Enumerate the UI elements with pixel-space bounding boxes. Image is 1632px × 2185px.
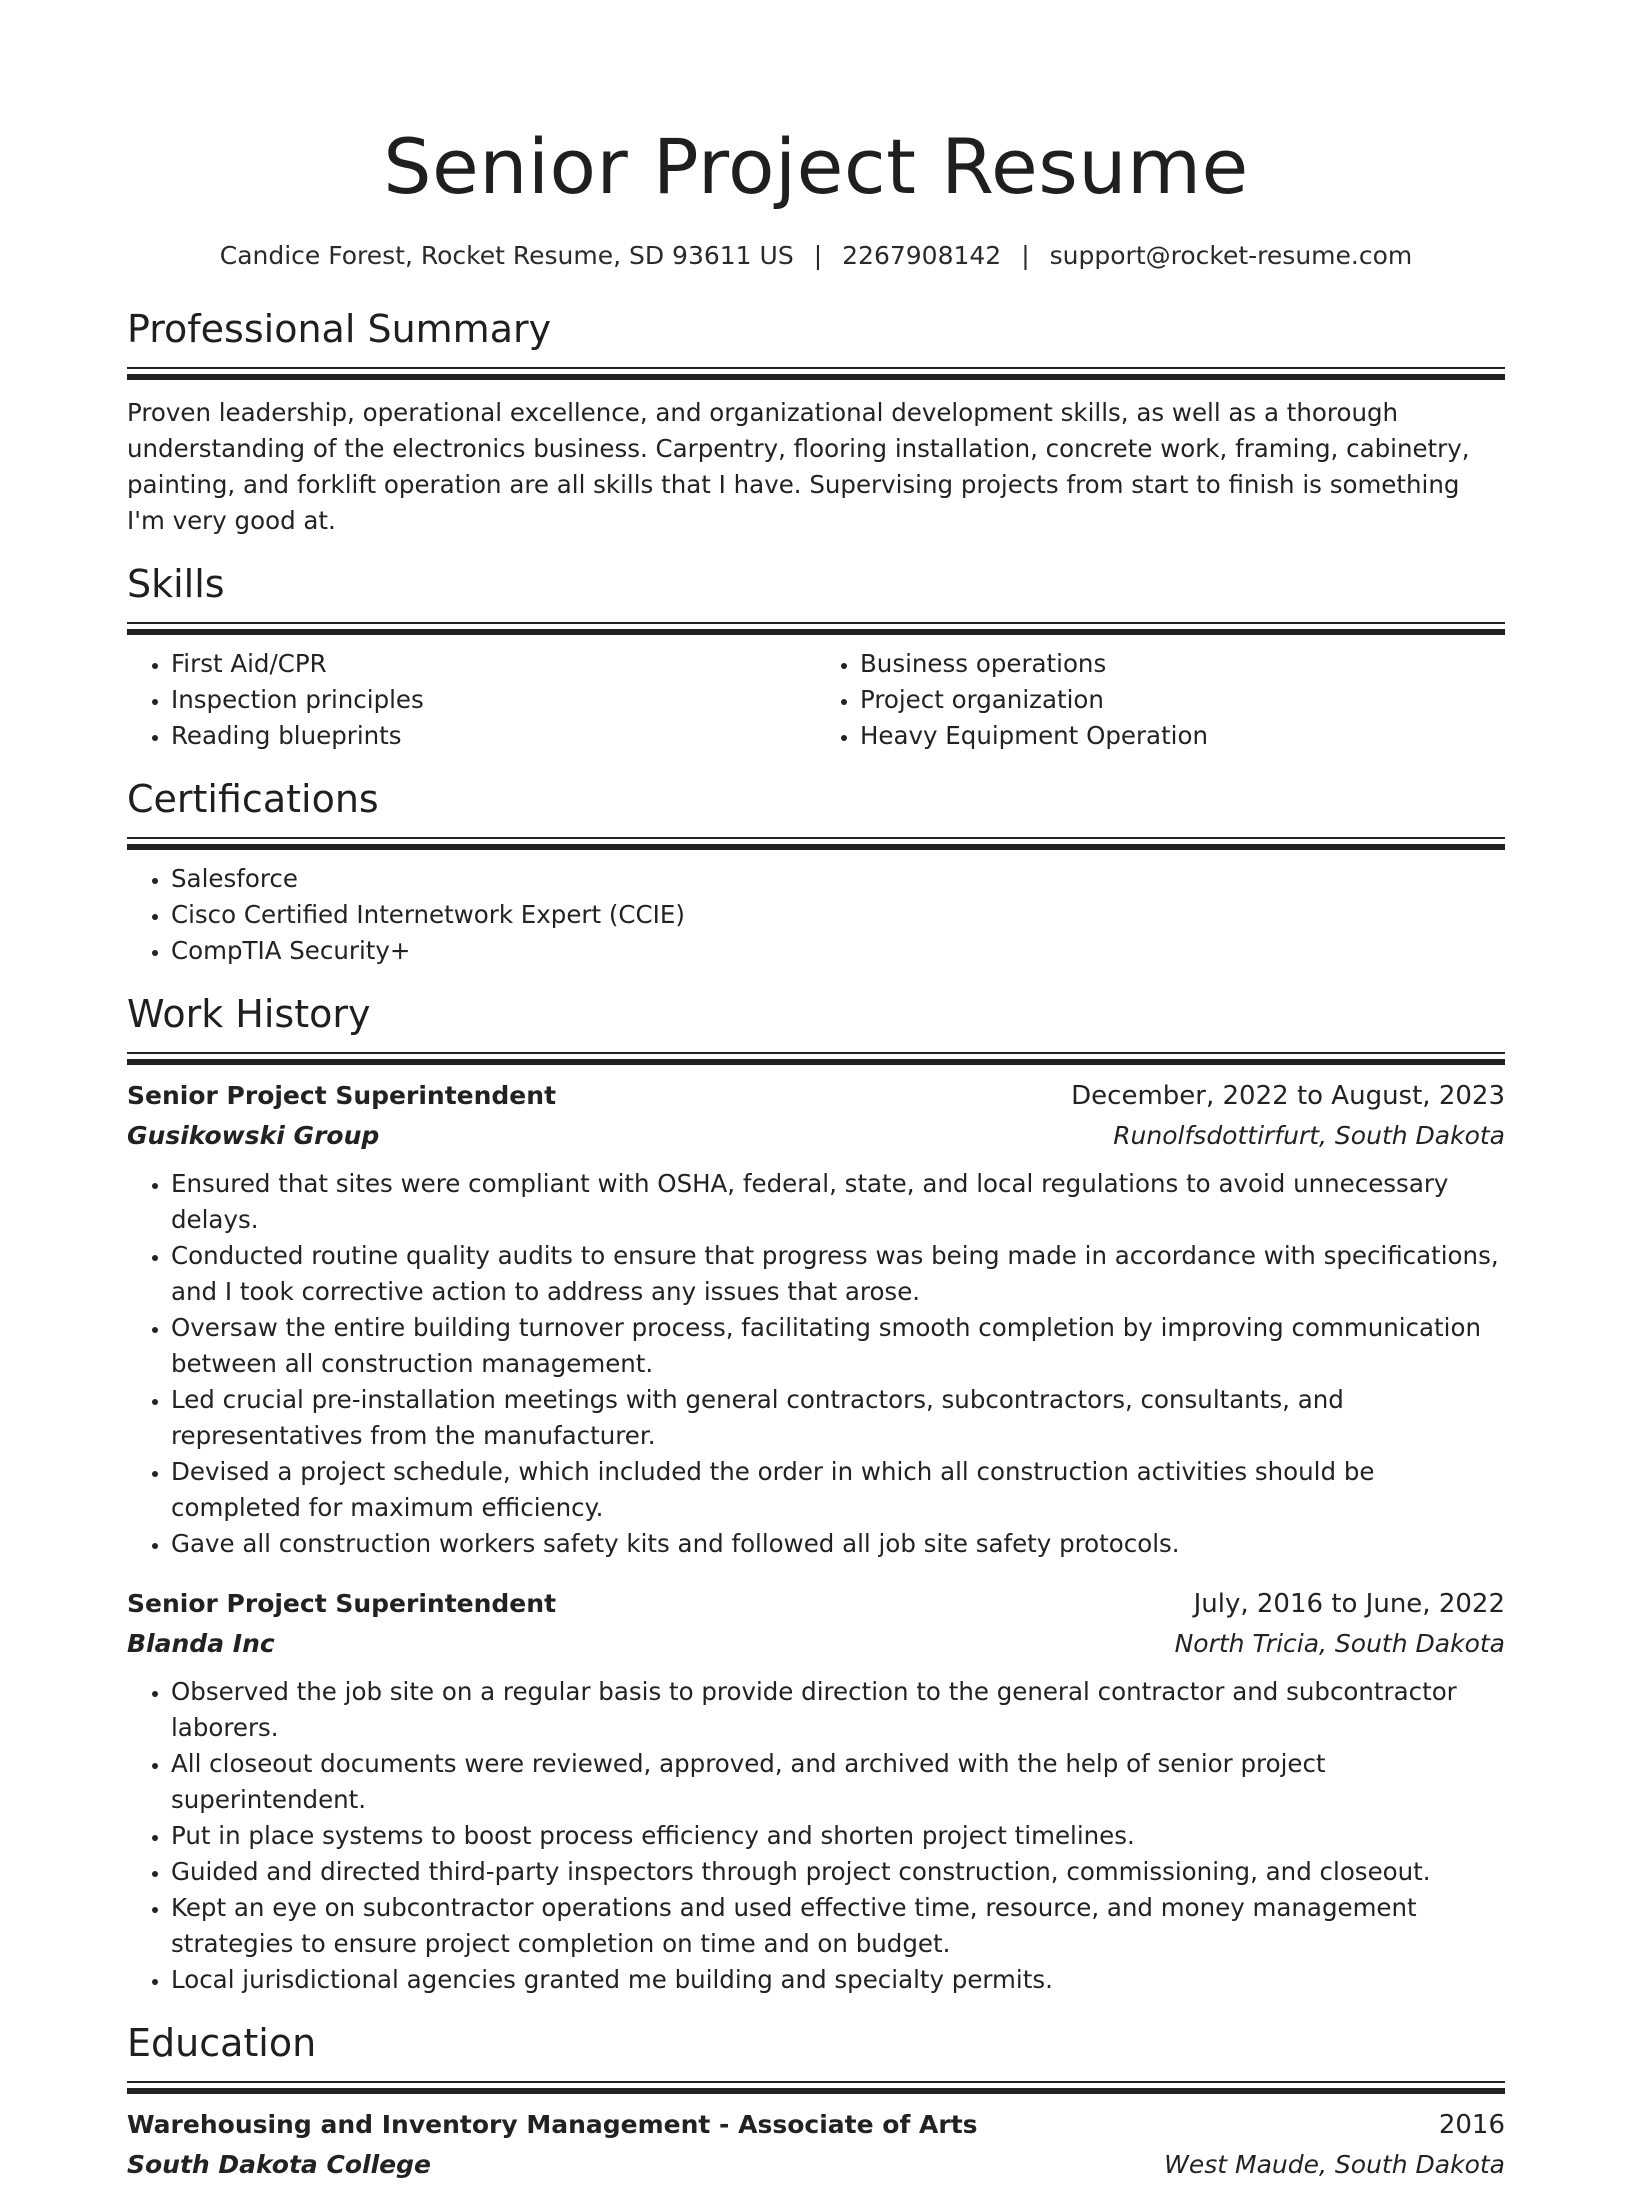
skills-list-left bbox=[127, 646, 816, 754]
education-degree: Warehousing and Inventory Management - Associate of Arts bbox=[127, 2110, 978, 2139]
skill-item: • Business operations bbox=[860, 646, 1505, 682]
job-bullet: • Devised a project schedule, which included the order in which all construction activities should be completed for maximum efficiency. bbox=[171, 1454, 1505, 1526]
skill-item: • Heavy Equipment Operation bbox=[860, 718, 1505, 754]
section-divider bbox=[127, 837, 1505, 849]
certifications-list bbox=[127, 861, 1505, 969]
section-divider bbox=[127, 367, 1505, 379]
job-bullet: • Guided and directed third-party inspectors through project construction, commissioning, and closeout. bbox=[171, 1854, 1505, 1890]
education-location: West Maude, South Dakota bbox=[1164, 2150, 1505, 2179]
contact-address: Candice Forest, Rocket Resume, SD 93611 US bbox=[219, 241, 794, 270]
skill-item: • Inspection principles bbox=[171, 682, 816, 718]
job-location: North Tricia, South Dakota bbox=[1174, 1629, 1505, 1658]
job-bullet: • All closeout documents were reviewed, approved, and archived with the help of senior project superintendent. bbox=[171, 1746, 1505, 1818]
skill-item: • Reading blueprints bbox=[171, 718, 816, 754]
section-heading-work-history: Work History bbox=[127, 992, 371, 1036]
job-bullet: • Led crucial pre-installation meetings with general contractors, subcontractors, consultants, and representatives from the manufacturer. bbox=[171, 1382, 1505, 1454]
section-heading-certifications: Certifications bbox=[127, 777, 379, 821]
section-divider bbox=[127, 2081, 1505, 2093]
education-section bbox=[127, 2020, 1505, 2185]
certification-item: • Salesforce bbox=[171, 861, 1505, 897]
contact-phone: 2267908142 bbox=[842, 241, 1002, 270]
job-bullet: • Kept an eye on subcontractor operations and used effective time, resource, and money management strategies to ensure project completion on time and on budget. bbox=[171, 1890, 1505, 1962]
contact-line bbox=[127, 240, 1505, 272]
job-company: Blanda Inc bbox=[127, 1629, 275, 1658]
job-dates: July, 2016 to June, 2022 bbox=[1193, 1589, 1505, 1619]
job-dates: December, 2022 to August, 2023 bbox=[1071, 1081, 1505, 1111]
job-title: Senior Project Superintendent bbox=[127, 1081, 557, 1110]
job-location: Runolfsdottirfurt, South Dakota bbox=[1113, 1121, 1505, 1150]
resume-title: Senior Project Resume bbox=[383, 122, 1249, 211]
summary-section bbox=[127, 306, 1505, 539]
job-entry bbox=[127, 1076, 1505, 1562]
job-entry bbox=[127, 1584, 1505, 1998]
education-school: South Dakota College bbox=[127, 2150, 431, 2179]
job-bullets bbox=[127, 1674, 1505, 1998]
education-year: 2016 bbox=[1438, 2110, 1505, 2140]
education-entry bbox=[127, 2105, 1505, 2185]
job-bullets bbox=[127, 1166, 1505, 1562]
job-bullet: • Gave all construction workers safety kits and followed all job site safety protocols. bbox=[171, 1526, 1505, 1562]
job-bullet: • Observed the job site on a regular basis to provide direction to the general contractor and subcontractor laborers. bbox=[171, 1674, 1505, 1746]
job-bullet: • Ensured that sites were compliant with OSHA, federal, state, and local regulations to avoid unnecessary delays. bbox=[171, 1166, 1505, 1238]
skill-item: • First Aid/CPR bbox=[171, 646, 816, 682]
section-heading-summary: Professional Summary bbox=[127, 307, 552, 351]
contact-email: support@rocket-resume.com bbox=[1049, 241, 1413, 270]
section-divider bbox=[127, 1052, 1505, 1064]
job-bullet: • Put in place systems to boost process efficiency and shorten project timelines. bbox=[171, 1818, 1505, 1854]
job-company: Gusikowski Group bbox=[127, 1121, 380, 1150]
skill-item: • Project organization bbox=[860, 682, 1505, 718]
skills-columns bbox=[127, 646, 1505, 754]
contact-separator: | bbox=[1021, 241, 1030, 270]
certification-item: • CompTIA Security+ bbox=[171, 933, 1505, 969]
job-bullet: • Local jurisdictional agencies granted me building and specialty permits. bbox=[171, 1962, 1505, 1998]
summary-text: Proven leadership, operational excellence, and organizational development skills, as well as a thorough understanding of the electronics business. Carpentry, flooring installation, concrete work, framing, cabinetry, painting, and forklift operation are all skills that I have. Supervising projects from start to finish is something I'm very good at. bbox=[127, 398, 1470, 535]
job-bullet: • Conducted routine quality audits to ensure that progress was being made in accordance with specifications, and I took corrective action to address any issues that arose. bbox=[171, 1238, 1505, 1310]
section-heading-skills: Skills bbox=[127, 562, 225, 606]
work-history-section bbox=[127, 991, 1505, 1998]
section-heading-education: Education bbox=[127, 2021, 317, 2065]
job-title: Senior Project Superintendent bbox=[127, 1589, 557, 1618]
section-divider bbox=[127, 622, 1505, 634]
skills-list-right bbox=[816, 646, 1505, 754]
certification-item: • Cisco Certified Internetwork Expert (CCIE) bbox=[171, 897, 1505, 933]
certifications-section bbox=[127, 776, 1505, 969]
contact-separator: | bbox=[813, 241, 823, 270]
skills-section bbox=[127, 561, 1505, 754]
job-bullet: • Oversaw the entire building turnover process, facilitating smooth completion by improving communication between all construction management. bbox=[171, 1310, 1505, 1382]
